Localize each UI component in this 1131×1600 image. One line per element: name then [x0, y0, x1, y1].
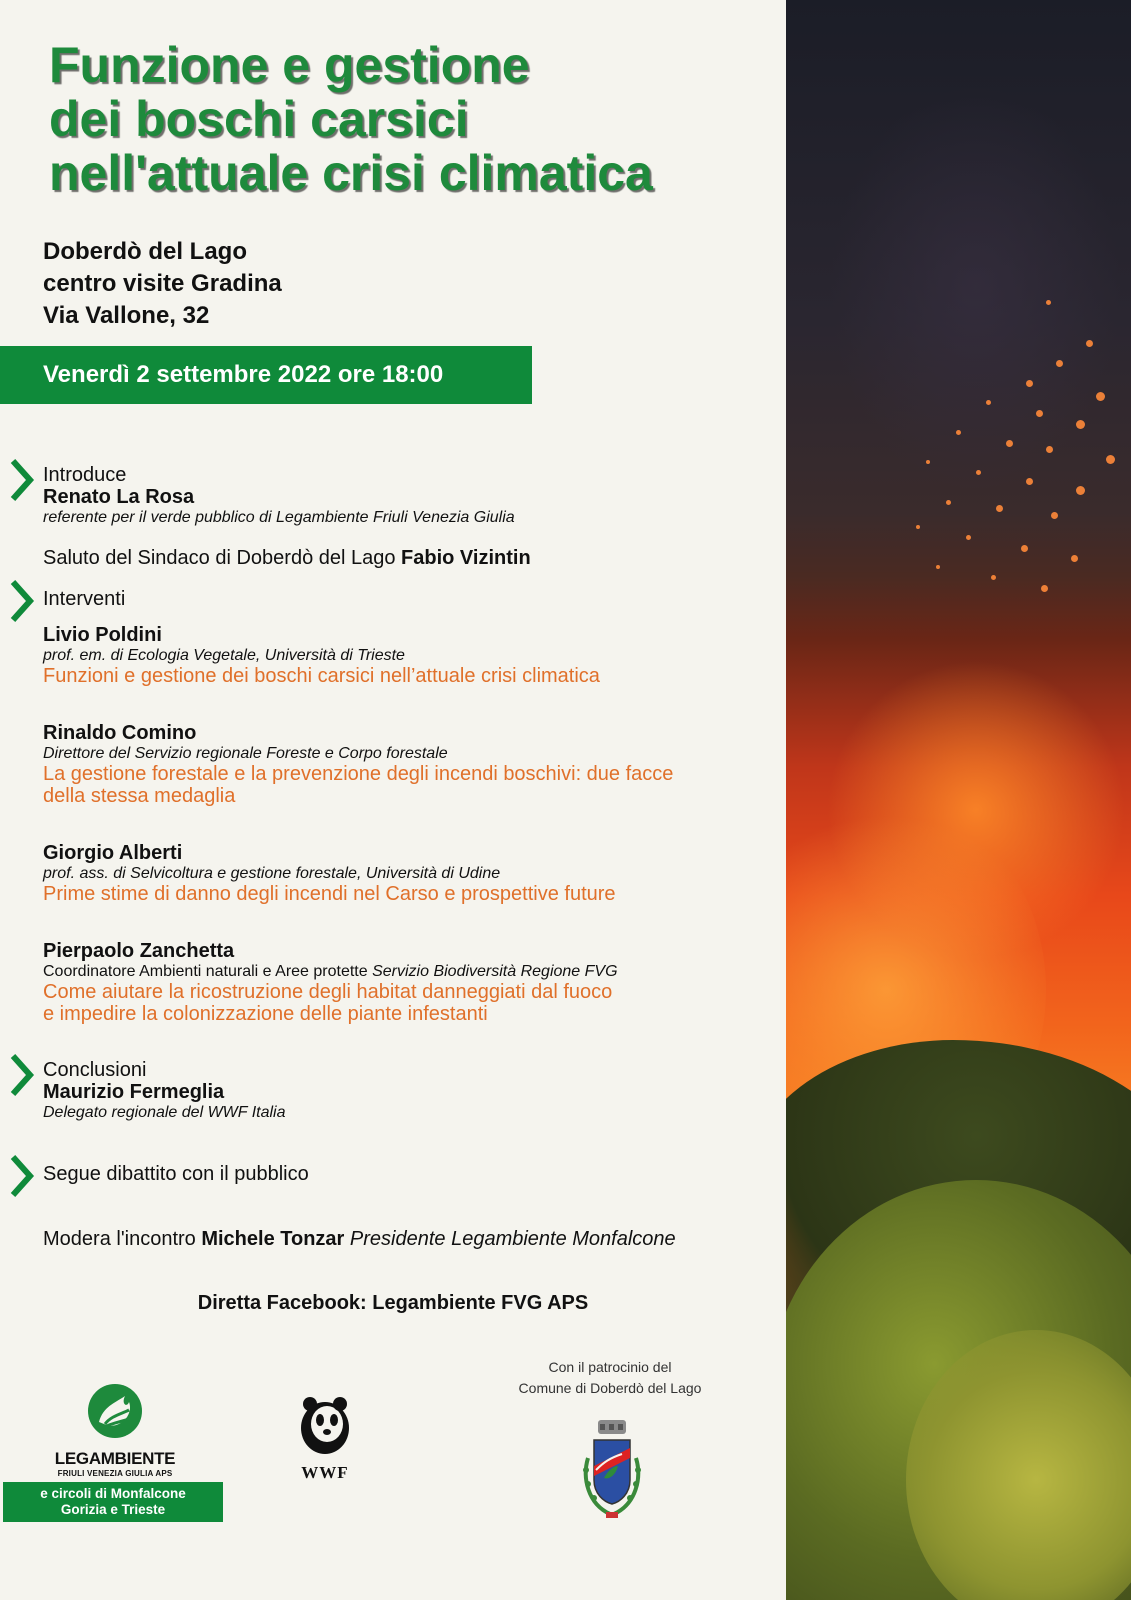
- conclusioni-label: Conclusioni: [43, 1059, 147, 1081]
- speaker-role-plain: Coordinatore Ambienti naturali e Aree protette: [43, 963, 373, 980]
- event-title: [49, 38, 769, 200]
- legambiente-subtitle: FRIULI VENEZIA GIULIA APS: [57, 1469, 173, 1478]
- speaker-name: Rinaldo Comino: [43, 722, 197, 744]
- conclusioni-section: [43, 1059, 783, 1122]
- venue-address: [43, 236, 282, 332]
- saluto-name: Fabio Vizintin: [401, 547, 531, 569]
- speaker-role: Direttore del Servizio regionale Foreste e Corpo forestale: [43, 745, 448, 762]
- intro-label: Introduce: [43, 464, 127, 486]
- legambiente-name: LEGAMBIENTE: [54, 1449, 176, 1468]
- patrocinio-line-1: Con il patrocinio del: [548, 1359, 672, 1375]
- speaker-3: [43, 842, 783, 905]
- chevron-right-icon: [10, 1154, 36, 1198]
- speaker-4: [43, 940, 783, 1025]
- speaker-role: prof. ass. di Selvicoltura e gestione forestale, Università di Udine: [43, 865, 501, 882]
- facebook-live-line: Diretta Facebook: Legambiente FVG APS: [197, 1292, 589, 1314]
- legambiente-logo: [40, 1382, 190, 1478]
- wwf-label: WWF: [301, 1463, 349, 1482]
- intro-role: referente per il verde pubblico di Legambiente Friuli Venezia Giulia: [43, 509, 515, 526]
- intro-section: [43, 464, 783, 527]
- speaker-1: [43, 624, 783, 687]
- speaker-name: Livio Poldini: [43, 624, 162, 646]
- venue-line-3: Via Vallone, 32: [43, 302, 210, 329]
- moderatore-line: [43, 1227, 783, 1251]
- speaker-role-italic: Servizio Biodiversità Regione FVG: [372, 963, 618, 980]
- dibattito-line: Segue dibattito con il pubblico: [43, 1163, 309, 1185]
- saluto-text: Saluto del Sindaco di Doberdò del Lago: [43, 547, 402, 569]
- moderatore-role: Presidente Legambiente Monfalcone: [344, 1228, 676, 1250]
- moderatore-name: Michele Tonzar: [201, 1228, 345, 1250]
- conclusioni-role: Delegato regionale del WWF Italia: [43, 1104, 286, 1121]
- speaker-topic: La gestione forestale e la prevenzione degli incendi boschivi: due facce: [43, 763, 674, 785]
- wwf-logo: [292, 1394, 358, 1483]
- speaker-topic: della stessa medaglia: [43, 785, 236, 807]
- wwf-panda-icon: [294, 1394, 356, 1456]
- forest-fire-photo: [786, 0, 1131, 1600]
- speaker-topic: Come aiutare la ricostruzione degli habitat danneggiati dal fuoco: [43, 981, 613, 1003]
- moderatore-prefix: Modera l'incontro: [43, 1228, 202, 1250]
- venue-line-1: Doberdò del Lago: [43, 238, 247, 265]
- speaker-role: [43, 962, 783, 981]
- chevron-right-icon: [10, 458, 36, 502]
- title-line-2: dei boschi carsici: [49, 91, 469, 147]
- speaker-2: [43, 722, 783, 807]
- speaker-name: Giorgio Alberti: [43, 842, 183, 864]
- patrocinio-text: [495, 1357, 725, 1399]
- legambiente-swan-icon: [85, 1382, 145, 1440]
- doberdo-crest-icon: [574, 1418, 650, 1522]
- speaker-role: prof. em. di Ecologia Vegetale, Università di Trieste: [43, 647, 405, 664]
- chevron-right-icon: [10, 1053, 36, 1097]
- event-date-banner: Venerdì 2 settembre 2022 ore 18:00: [0, 346, 532, 404]
- intro-name: Renato La Rosa: [43, 486, 195, 508]
- speaker-topic: Funzioni e gestione dei boschi carsici nell’attuale crisi climatica: [43, 665, 600, 687]
- patrocinio-line-2: Comune di Doberdò del Lago: [518, 1380, 702, 1396]
- saluto-line: [43, 546, 783, 570]
- venue-line-2: centro visite Gradina: [43, 270, 282, 297]
- title-line-1: Funzione e gestione: [49, 37, 530, 93]
- conclusioni-name: Maurizio Fermeglia: [43, 1081, 225, 1103]
- interventi-label: Interventi: [43, 588, 126, 610]
- circoli-line-1: e circoli di Monfalcone: [40, 1486, 186, 1501]
- circoli-banner: [3, 1482, 223, 1522]
- speaker-name: Pierpaolo Zanchetta: [43, 940, 235, 962]
- title-line-3: nell'attuale crisi climatica: [49, 145, 653, 201]
- circoli-line-2: Gorizia e Trieste: [60, 1502, 166, 1517]
- speaker-topic: Prime stime di danno degli incendi nel Carso e prospettive future: [43, 883, 616, 905]
- speaker-topic: e impedire la colonizzazione delle piante infestanti: [43, 1003, 488, 1025]
- chevron-right-icon: [10, 579, 36, 623]
